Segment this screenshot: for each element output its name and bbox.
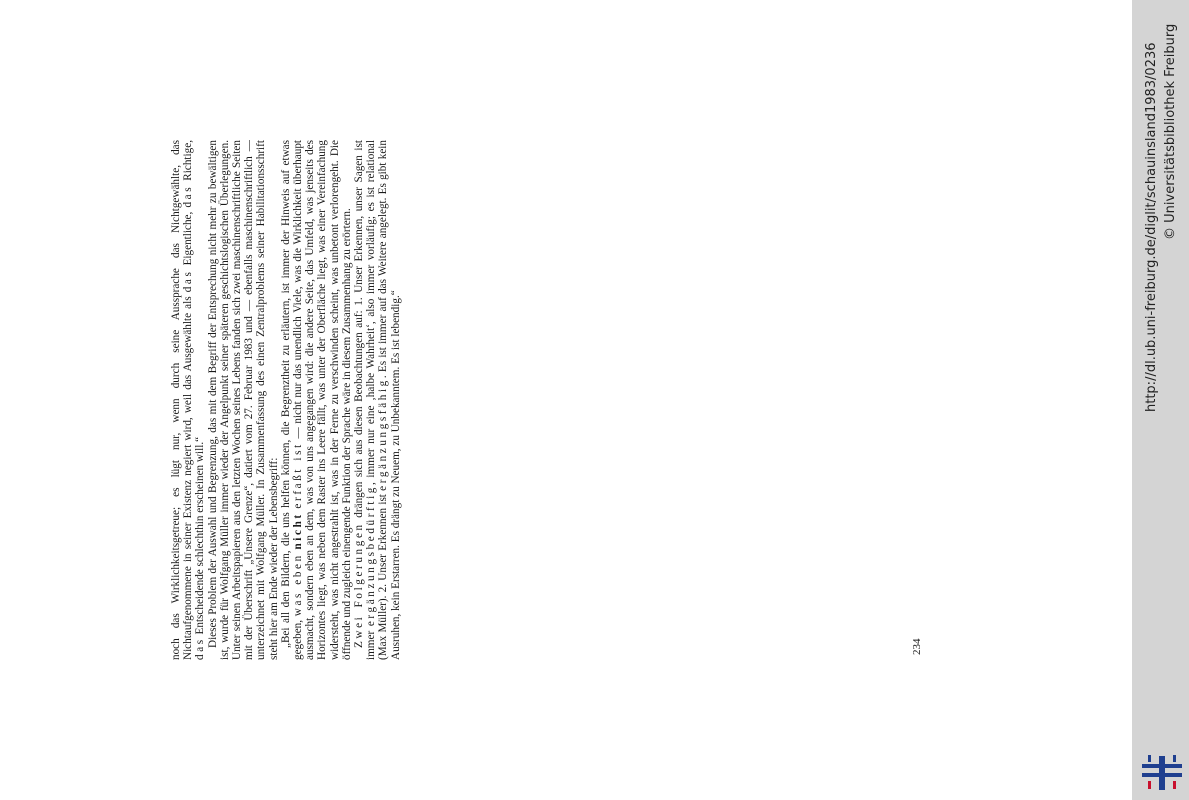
text-run: Eigentliche, [182, 207, 195, 270]
text-run: . Es ist immer auf das Weitere angelegt. Es gibt kein Ausruhen, kein Erstarren. Es drängt zu Neuem, zu Unbekanntem. Es ist lebendig.“ [377, 140, 402, 660]
page-text-block [170, 140, 610, 660]
emphasized-text: erfaßt ist [292, 442, 305, 509]
page-number: 234 [911, 638, 923, 655]
emphasized-text: Zwei Folgerungen [353, 522, 366, 648]
text-run: drängen sich aus diesen Beobachtungen auf: 1. Unser Erkennen, unser Sagen ist immer [353, 140, 378, 660]
emphasized-text: das [194, 637, 207, 660]
text-run: — nicht nur das unendlich Viele, was die Wirklichkeit überhaupt ausmacht, sondern eben an dem, was von uns angegangen wird: die andere Seite, das Umfeld, was jenseits des Horizontes liegt, was neben dem Raster ins Leere fällt, was unter der Oberfläche liegt, was einer Vereinfachung widersteht, was nicht angestrahlt ist, was in der Ferne zu verschwinden scheint, was unbetont verlorengeht. Die öffnende und zugleich einengende Funktion der Sprache wäre in diesem Zusammenhang zu erörtern. [292, 139, 353, 660]
library-sidebar [1132, 0, 1189, 800]
emphasized-text: nicht [292, 512, 305, 550]
emphasized-text: ergänzungsbedürftig [365, 485, 378, 627]
text-run: Entscheidende schlechthin erscheinen will.“ [194, 436, 207, 638]
source-url[interactable]: http://dl.ub.uni-freiburg.de/diglit/schauinsland1983/0236 [1144, 42, 1159, 412]
ub-freiburg-logo-icon [1140, 752, 1184, 792]
text-run: Dieses Problem der Auswahl und Begrenzung, das mit dem Begriff der Entsprechung nicht mehr zu bewältigen ist, wurde für Wolfgang Müller immer wieder der Angelpunkt seiner späteren geschichtslogischen Überlegungen. Unter seinen Arbeitspapieren aus den letzten Wochen seines Lebens fanden sich zwei maschinenschriftliche Seiten mit der Überschrift „Unsere Grenze“, datiert vom 27. Februar 1983 und — ebenfalls maschinenschriftlich — unterzeichnet mit Wolfgang Müller. In Zusammenfassung des einen Zentralproblems seiner Habilitationsschrift steht hier am Ende wieder der Lebensbegriff: [206, 140, 280, 660]
emphasized-text: was eben [292, 553, 305, 617]
copyright-notice: © Universitätsbibliothek Freiburg [1163, 23, 1178, 240]
emphasized-text: das [182, 269, 195, 293]
paragraph [353, 140, 402, 660]
paragraph [280, 140, 353, 660]
text-run: noch das Wirklichkeitsgetreue; es lügt nur, wenn durch seine Aussprache das Nichtgewählte, das Nichtaufgenommene in seiner Existenz negiert wird, weil das Ausgewählte als [170, 140, 195, 660]
text-run [292, 509, 304, 513]
paragraph [207, 140, 280, 660]
emphasized-text: das [182, 184, 195, 208]
paragraph [170, 140, 207, 660]
text-run: , immer nur eine ‚halbe Wahrheit‘, also immer vorläufig; es ist relational (Max Müller). 2. Unser Erkennen ist [365, 140, 390, 660]
text-run: Richtige, [182, 140, 195, 185]
text-run: „Bei all den Bildern, die uns helfen können, die Begrenztheit zu erläutern, ist immer der Hinweis auf etwas gegeben, [279, 140, 305, 660]
emphasized-text: ergänzungsfähig [377, 378, 390, 491]
body-text [170, 140, 402, 660]
text-run [292, 550, 304, 554]
